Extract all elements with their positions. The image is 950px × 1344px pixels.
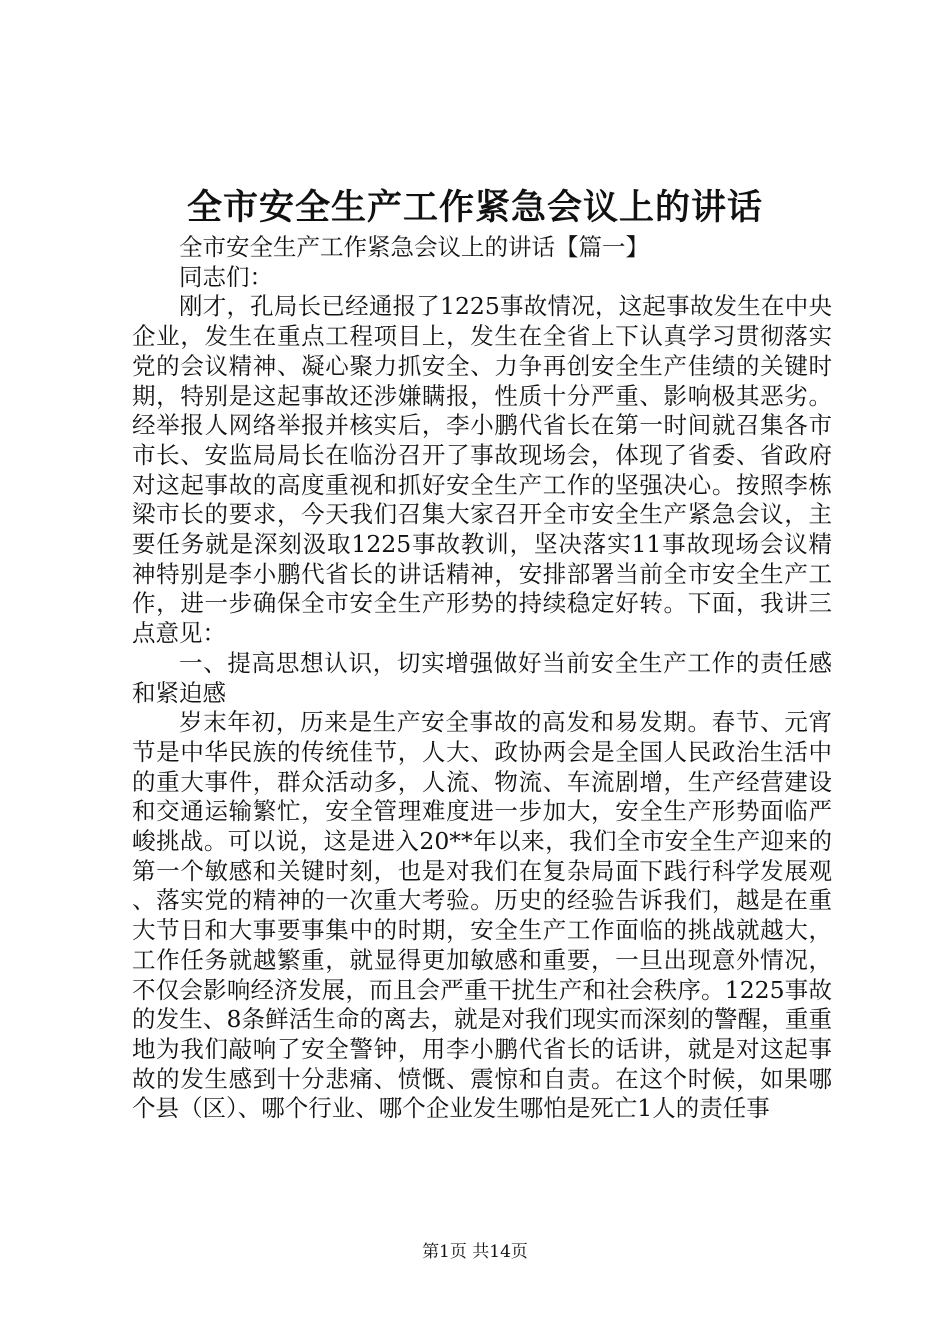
body-paragraph: 岁末年初，历来是生产安全事故的高发和易发期。春节、元宵节是中华民族的传统佳节，人大、政协两会是全国人民政治生活中的重大事件，群众活动多，人流、物流、车流剧增，生产经营建设和交通运输繁忙，安全管理难度进一步加大，安全生产形势面临严峻挑战。可以说，这是进入20**年以来，我们全市安全生产迎来的第一个敏感和关键时刻，也是对我们在复杂局面下践行科学发展观、落实党的精神的一次重大考验。历史的经验告诉我们，越是在重大节日和大事要事集中的时期，安全生产工作面临的挑战就越大，工作任务就越繁重，就显得更加敏感和重要，一旦出现意外情况，不仅会影响经济发展，而且会严重干扰生产和社会秩序。1225事故的发生、8条鲜活生命的离去，就是对我们现实而深刻的警醒，重重地为我们敲响了安全警钟，用李小鹏代省长的话讲，就是对这起事故的发生感到十分悲痛、愤慨、震惊和自责。在这个时候，如果哪个县（区）、哪个行业、哪个企业发生哪怕是死亡1人的责任事: [132, 708, 832, 1123]
salutation-paragraph: 同志们：: [179, 262, 273, 291]
document-body: [132, 233, 832, 1124]
body-paragraph: 刚才，孔局长已经通报了1225事故情况，这起事故发生在中央企业，发生在重点工程项目上，发生在全省上下认真学习贯彻落实党的会议精神、凝心聚力抓安全、力争再创安全生产佳绩的关键时期，特别是这起事故还涉嫌瞒报，性质十分严重、影响极其恶劣。经举报人网络举报并核实后，李小鹏代省长在第一时间就召集各市市长、安监局局长在临汾召开了事故现场会，体现了省委、省政府对这起事故的高度重视和抓好安全生产工作的坚强决心。按照李栋梁市长的要求，今天我们召集大家召开全市安全生产紧急会议，主要任务就是深刻汲取1225事故教训，坚决落实11事故现场会议精神特别是李小鹏代省长的讲话精神，安排部署当前全市安全生产工作，进一步确保全市安全生产形势的持续稳定好转。下面，我讲三点意见：: [132, 292, 832, 648]
document-title: 全市安全生产工作紧急会议上的讲话: [186, 187, 763, 228]
point-heading-paragraph: 一、提高思想认识，切实增强做好当前安全生产工作的责任感和紧迫感: [132, 648, 832, 707]
section-heading-paragraph: 全市安全生产工作紧急会议上的讲话【篇一】: [179, 233, 649, 261]
page-footer: 第1页 共14页: [422, 1242, 528, 1262]
